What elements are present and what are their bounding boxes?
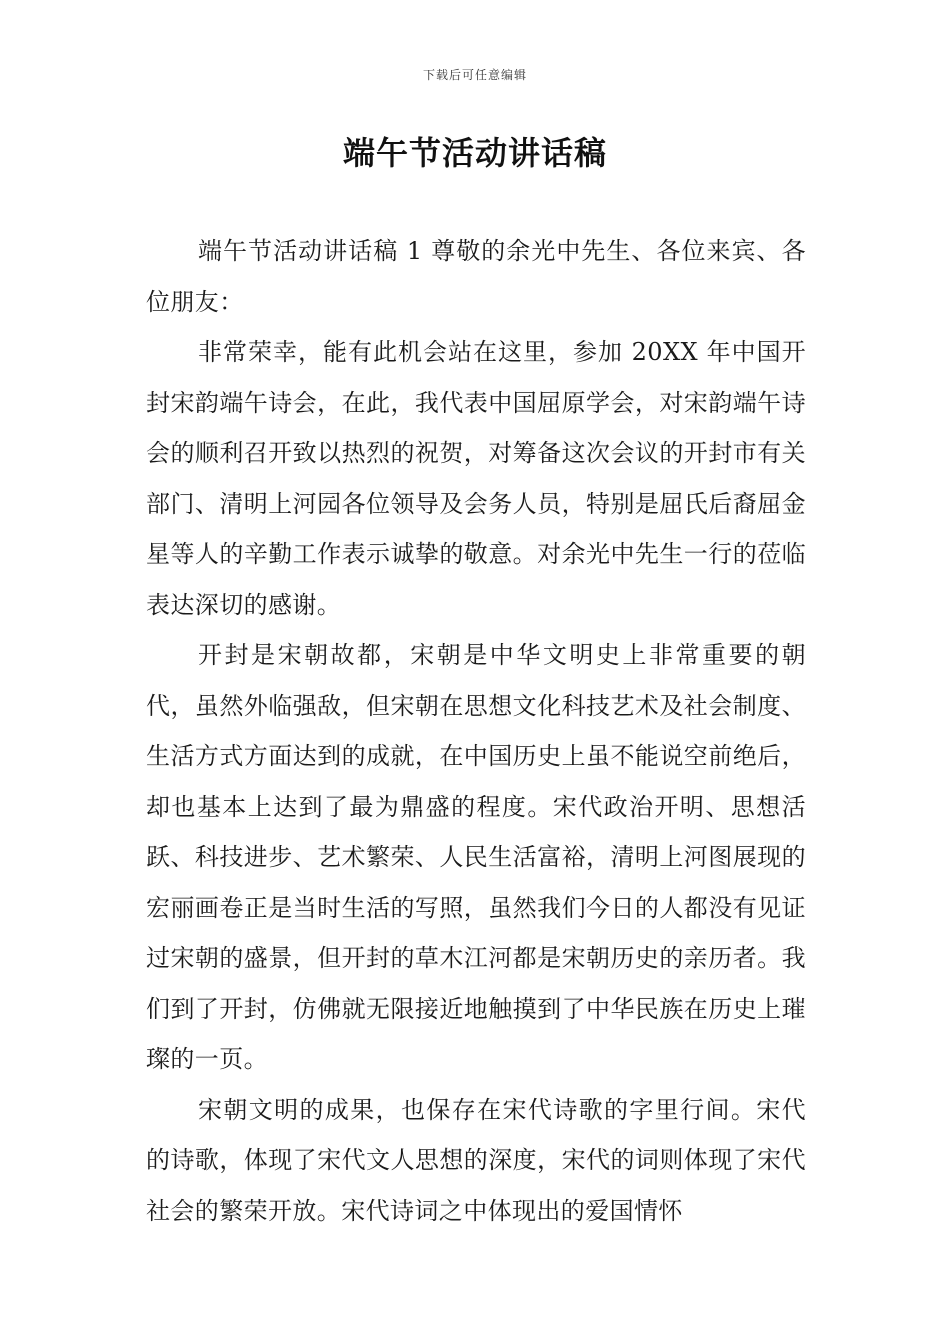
- paragraph-1: 端午节活动讲话稿 1 尊敬的余光中先生、各位来宾、各位朋友：: [146, 237, 806, 316]
- paragraph-2: 非常荣幸，能有此机会站在这里，参加 20XX 年中国开封宋韵端午诗会，在此，我代表中国屈原学会，对宋韵端午诗会的顺利召开致以热烈的祝贺，对筹备这次会议的开封市有关部门、清明上河园各位领导及会务人员，特别是屈氏后裔屈金星等人的辛勤工作表示诚挚的敬意。对余光中先生一行的莅临表达深切的感谢。: [146, 338, 806, 619]
- header-note: 下载后可任意编辑: [422, 68, 527, 82]
- document-title: 端午节活动讲话稿: [342, 134, 607, 172]
- document-body: [146, 226, 806, 1236]
- paragraph-4: 宋朝文明的成果，也保存在宋代诗歌的字里行间。宋代的诗歌，体现了宋代文人思想的深度，宋代的词则体现了宋代社会的繁荣开放。宋代诗词之中体现出的爱国情怀: [146, 1095, 806, 1225]
- paragraph-3: 开封是宋朝故都，宋朝是中华文明史上非常重要的朝代，虽然外临强敌，但宋朝在思想文化科技艺术及社会制度、生活方式方面达到的成就，在中国历史上虽不能说空前绝后，却也基本上达到了最为鼎盛的程度。宋代政治开明、思想活跃、科技进步、艺术繁荣、人民生活富裕，清明上河图展现的宏丽画卷正是当时生活的写照，虽然我们今日的人都没有见证过宋朝的盛景，但开封的草木江河都是宋朝历史的亲历者。我们到了开封，仿佛就无限接近地触摸到了中华民族在历史上璀璨的一页。: [146, 641, 806, 1073]
